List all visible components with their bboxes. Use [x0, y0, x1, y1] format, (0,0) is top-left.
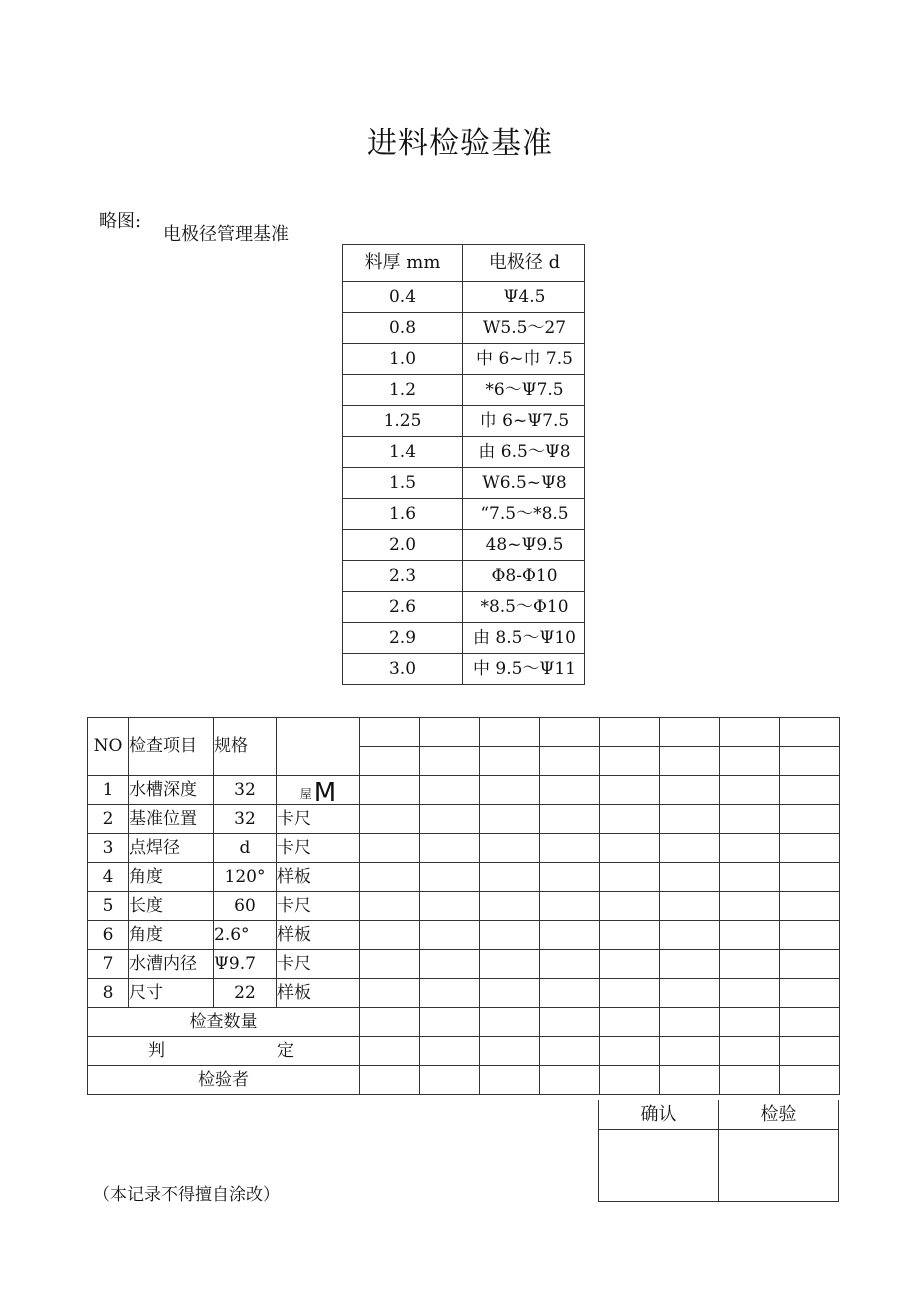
confirm-signature-cell	[599, 1130, 719, 1202]
result-cell	[660, 921, 720, 950]
diameter-cell: 48~Ψ9.5	[463, 530, 585, 561]
result-cell	[780, 1066, 840, 1095]
result-cell	[360, 892, 420, 921]
thickness-cell: 0.8	[343, 313, 463, 344]
result-cell	[780, 747, 840, 776]
result-cell	[420, 979, 480, 1008]
diameter-cell: 由 8.5～Ψ10	[463, 623, 585, 654]
electrode-standard-label: 电极径管理基准	[163, 224, 289, 245]
inspection-row	[88, 805, 840, 834]
item-header: 检查项目	[129, 718, 214, 776]
inspection-table	[87, 717, 840, 1095]
thickness-cell: 2.6	[343, 592, 463, 623]
result-cell	[360, 718, 420, 747]
row-no: 7	[88, 950, 129, 979]
row-no: 5	[88, 892, 129, 921]
result-cell	[540, 1066, 600, 1095]
thickness-cell: 1.25	[343, 406, 463, 437]
no-alteration-note: （本记录不得擅自涂改）	[93, 1185, 280, 1205]
table-header-row	[343, 245, 585, 282]
row-tool: 样板	[277, 979, 360, 1008]
result-cell	[720, 747, 780, 776]
table-row	[343, 344, 585, 375]
result-cell	[360, 950, 420, 979]
thickness-cell: 2.9	[343, 623, 463, 654]
thickness-header: 料厚 mm	[343, 245, 463, 282]
result-cell	[720, 979, 780, 1008]
result-cell	[600, 718, 660, 747]
result-cell	[360, 863, 420, 892]
result-cell	[540, 863, 600, 892]
result-cell	[660, 1037, 720, 1066]
quantity-label: 检查数量	[88, 1008, 360, 1037]
diameter-cell: 巾 6~Ψ7.5	[463, 406, 585, 437]
thickness-cell: 1.2	[343, 375, 463, 406]
result-cell	[540, 747, 600, 776]
table-row	[343, 530, 585, 561]
row-spec: 60	[214, 892, 277, 921]
result-cell	[360, 834, 420, 863]
diameter-cell: 中 6~巾 7.5	[463, 344, 585, 375]
result-cell	[420, 863, 480, 892]
result-cell	[780, 892, 840, 921]
confirm-label: 确认	[599, 1100, 719, 1130]
result-cell	[360, 747, 420, 776]
result-cell	[360, 1037, 420, 1066]
row-no: 6	[88, 921, 129, 950]
result-cell	[420, 1008, 480, 1037]
inspection-row	[88, 921, 840, 950]
result-cell	[480, 979, 540, 1008]
tool-small-text: 屋	[299, 787, 312, 801]
electrode-diameter-header: 电极径 d	[463, 245, 585, 282]
result-cell	[720, 805, 780, 834]
inspection-row	[88, 979, 840, 1008]
inspection-row	[88, 834, 840, 863]
table-row	[343, 468, 585, 499]
diameter-cell: Ψ4.5	[463, 282, 585, 313]
row-no: 8	[88, 979, 129, 1008]
row-item: 长度	[129, 892, 214, 921]
table-row	[343, 561, 585, 592]
result-cell	[720, 718, 780, 747]
inspect-label: 检验	[719, 1100, 839, 1130]
result-cell	[600, 747, 660, 776]
result-cell	[660, 892, 720, 921]
result-cell	[420, 950, 480, 979]
inspector-label: 检验者	[88, 1066, 360, 1095]
result-cell	[660, 747, 720, 776]
result-cell	[780, 979, 840, 1008]
result-cell	[600, 1008, 660, 1037]
result-cell	[420, 1066, 480, 1095]
result-cell	[660, 863, 720, 892]
result-cell	[480, 718, 540, 747]
result-cell	[780, 1008, 840, 1037]
thickness-cell: 1.5	[343, 468, 463, 499]
inspection-row	[88, 863, 840, 892]
spec-header: 规格	[214, 718, 277, 776]
judgment-label	[88, 1037, 360, 1066]
result-cell	[360, 1008, 420, 1037]
thickness-cell: 1.0	[343, 344, 463, 375]
result-cell	[600, 805, 660, 834]
result-cell	[420, 892, 480, 921]
signature-table	[598, 1100, 839, 1202]
diameter-cell: “7.5～*8.5	[463, 499, 585, 530]
row-item: 角度	[129, 863, 214, 892]
result-cell	[780, 776, 840, 805]
inspection-row	[88, 776, 840, 805]
result-cell	[780, 834, 840, 863]
row-spec: 22	[214, 979, 277, 1008]
table-row	[343, 623, 585, 654]
result-cell	[480, 776, 540, 805]
thickness-cell: 2.0	[343, 530, 463, 561]
result-cell	[720, 834, 780, 863]
result-cell	[600, 1037, 660, 1066]
tool-header	[277, 718, 360, 776]
diameter-cell: *8.5～Φ10	[463, 592, 585, 623]
diameter-cell: 由 6.5～Ψ8	[463, 437, 585, 468]
row-tool: 样板	[277, 863, 360, 892]
result-cell	[720, 1037, 780, 1066]
result-cell	[660, 950, 720, 979]
result-cell	[720, 776, 780, 805]
row-tool: 样板	[277, 921, 360, 950]
result-cell	[540, 921, 600, 950]
inspection-header-row	[88, 718, 840, 747]
result-cell	[540, 805, 600, 834]
result-cell	[480, 805, 540, 834]
judgment-row	[88, 1037, 840, 1066]
table-row	[343, 282, 585, 313]
row-no: 3	[88, 834, 129, 863]
thickness-cell: 1.4	[343, 437, 463, 468]
result-cell	[480, 747, 540, 776]
sketch-label: 略图:	[99, 211, 142, 232]
table-row	[343, 499, 585, 530]
result-cell	[540, 950, 600, 979]
thickness-cell: 1.6	[343, 499, 463, 530]
result-cell	[480, 892, 540, 921]
inspect-signature-cell	[719, 1130, 839, 1202]
result-cell	[660, 776, 720, 805]
result-cell	[540, 1037, 600, 1066]
table-row	[343, 375, 585, 406]
result-cell	[360, 1066, 420, 1095]
table-row	[343, 437, 585, 468]
result-cell	[660, 834, 720, 863]
quantity-row	[88, 1008, 840, 1037]
thickness-cell: 3.0	[343, 654, 463, 685]
diameter-cell: W5.5～27	[463, 313, 585, 344]
row-item: 水漕内径	[129, 950, 214, 979]
result-cell	[780, 950, 840, 979]
result-cell	[600, 863, 660, 892]
result-cell	[780, 863, 840, 892]
result-cell	[480, 834, 540, 863]
diameter-cell: *6～Ψ7.5	[463, 375, 585, 406]
table-row	[343, 406, 585, 437]
diameter-cell: 中 9.5～Ψ11	[463, 654, 585, 685]
diameter-cell: W6.5~Ψ8	[463, 468, 585, 499]
result-cell	[600, 950, 660, 979]
result-cell	[360, 921, 420, 950]
row-tool	[277, 776, 360, 808]
result-cell	[540, 1008, 600, 1037]
result-cell	[480, 921, 540, 950]
inspection-row	[88, 950, 840, 979]
signature-body-row	[599, 1130, 839, 1202]
result-cell	[420, 834, 480, 863]
result-cell	[420, 1037, 480, 1066]
row-tool: 卡尺	[277, 805, 360, 834]
judgment-label-right: 定	[277, 1040, 294, 1061]
thickness-cell: 0.4	[343, 282, 463, 313]
row-item: 尺寸	[129, 979, 214, 1008]
row-spec: d	[214, 834, 277, 863]
diameter-cell: Φ8-Φ10	[463, 561, 585, 592]
row-tool: 卡尺	[277, 950, 360, 979]
result-cell	[600, 921, 660, 950]
result-cell	[480, 863, 540, 892]
row-spec: 32	[214, 805, 277, 834]
row-spec: 120°	[214, 863, 277, 892]
result-cell	[720, 921, 780, 950]
result-cell	[720, 892, 780, 921]
result-cell	[720, 863, 780, 892]
row-no: 1	[88, 776, 129, 805]
result-cell	[420, 718, 480, 747]
result-cell	[420, 921, 480, 950]
row-item: 点焊径	[129, 834, 214, 863]
row-item: 水槽深度	[129, 776, 214, 805]
result-cell	[720, 1008, 780, 1037]
result-cell	[720, 1066, 780, 1095]
result-cell	[420, 776, 480, 805]
row-spec: 2.6°	[214, 921, 277, 950]
row-tool: 卡尺	[277, 892, 360, 921]
inspection-row	[88, 892, 840, 921]
result-cell	[540, 892, 600, 921]
judgment-label-left: 判	[148, 1040, 165, 1061]
result-cell	[540, 834, 600, 863]
page-title: 进料检验基准	[367, 126, 553, 161]
electrode-standard-table	[342, 244, 585, 685]
no-header: NO	[88, 718, 129, 776]
result-cell	[600, 892, 660, 921]
result-cell	[660, 805, 720, 834]
table-row	[343, 654, 585, 685]
row-spec: 32	[214, 776, 277, 805]
row-no: 2	[88, 805, 129, 834]
result-cell	[480, 1008, 540, 1037]
table-row	[343, 592, 585, 623]
result-cell	[540, 776, 600, 805]
result-cell	[780, 921, 840, 950]
tool-text: M	[313, 778, 337, 808]
inspector-row	[88, 1066, 840, 1095]
row-item: 基准位置	[129, 805, 214, 834]
result-cell	[420, 747, 480, 776]
row-spec: Ψ9.7	[214, 950, 277, 979]
result-cell	[480, 1066, 540, 1095]
result-cell	[660, 979, 720, 1008]
row-no: 4	[88, 863, 129, 892]
result-cell	[360, 979, 420, 1008]
result-cell	[540, 718, 600, 747]
result-cell	[780, 718, 840, 747]
result-cell	[720, 950, 780, 979]
result-cell	[660, 1066, 720, 1095]
result-cell	[540, 979, 600, 1008]
result-cell	[480, 950, 540, 979]
signature-header-row	[599, 1100, 839, 1130]
row-tool: 卡尺	[277, 834, 360, 863]
result-cell	[600, 834, 660, 863]
result-cell	[420, 805, 480, 834]
result-cell	[660, 1008, 720, 1037]
table-row	[343, 313, 585, 344]
result-cell	[600, 1066, 660, 1095]
result-cell	[780, 805, 840, 834]
row-item: 角度	[129, 921, 214, 950]
result-cell	[360, 776, 420, 805]
thickness-cell: 2.3	[343, 561, 463, 592]
result-cell	[660, 718, 720, 747]
result-cell	[480, 1037, 540, 1066]
result-cell	[780, 1037, 840, 1066]
result-cell	[360, 805, 420, 834]
result-cell	[600, 979, 660, 1008]
result-cell	[600, 776, 660, 805]
